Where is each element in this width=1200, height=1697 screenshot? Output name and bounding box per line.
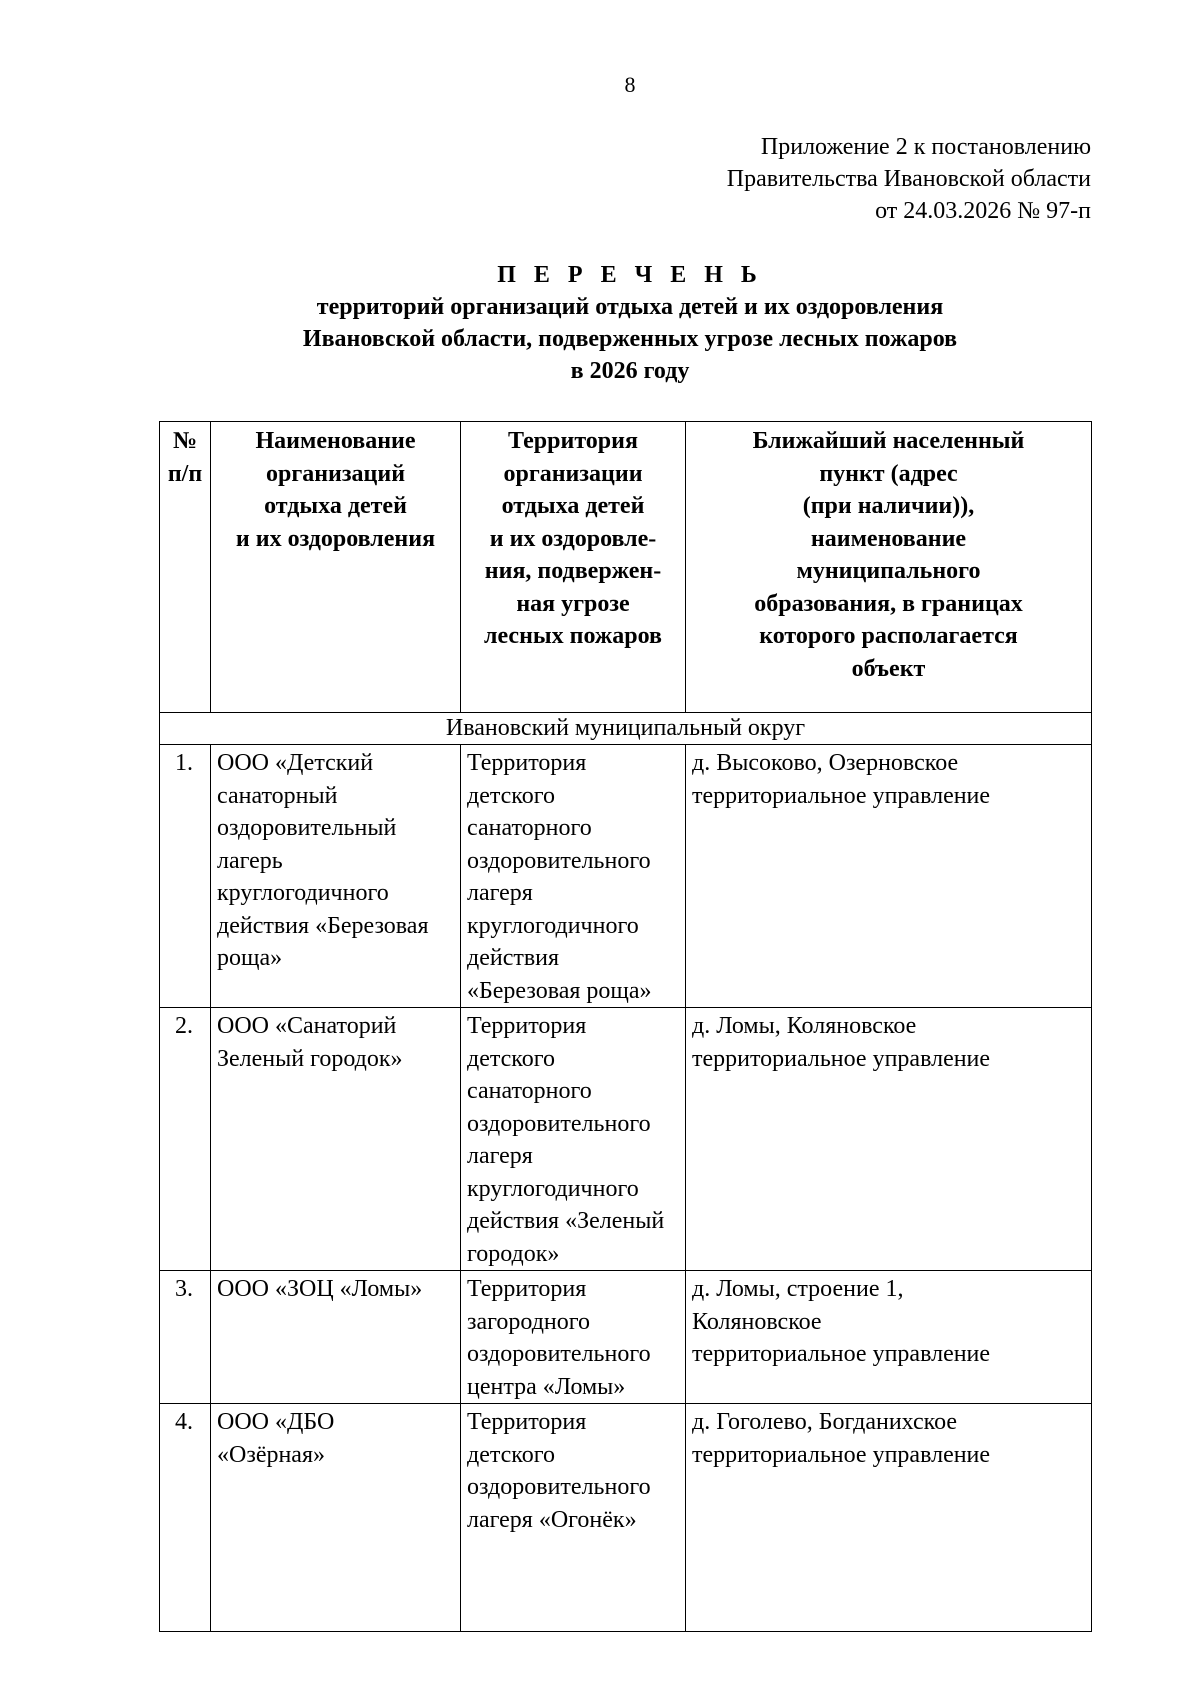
organization-cell <box>211 1271 461 1404</box>
cell-line: ООО «Детский <box>217 750 374 776</box>
page-number: 8 <box>624 72 636 97</box>
header-line: отдыха детей <box>501 493 645 519</box>
cell-line: Зеленый городок» <box>217 1045 403 1072</box>
header-line: Ближайший населенный <box>752 428 1025 454</box>
cell-line: детского <box>467 1441 555 1468</box>
header-line: лесных пожаров <box>484 623 662 649</box>
cell-line: лагеря <box>467 880 533 906</box>
cell-line: д. Высоково, Озерновское <box>692 750 959 776</box>
header-line: п/п <box>167 460 203 487</box>
cell-line: Территория <box>467 750 587 776</box>
header-line: и их оздоровления <box>235 525 436 552</box>
cell-line: загородного <box>467 1308 590 1335</box>
appendix-reference <box>727 131 1091 227</box>
header-line: пункт (адрес <box>819 460 958 487</box>
cell-line: оздоровительный <box>217 815 397 841</box>
cell-line: территориальное управление <box>692 1341 991 1367</box>
organization-cell <box>211 1404 461 1632</box>
cell-line: Коляновское <box>692 1308 822 1335</box>
cell-line: действия <box>467 945 560 971</box>
cell-line: санаторный <box>217 782 338 809</box>
cell-line: городок» <box>467 1240 560 1267</box>
table-row <box>160 1271 1092 1404</box>
cell-line: ООО «ЗОЦ «Ломы» <box>217 1276 423 1302</box>
district-name: Ивановский муниципальный округ <box>160 713 1092 745</box>
location-cell <box>686 1008 1092 1271</box>
header-line: образования, в границах <box>754 590 1023 617</box>
header-line: и их оздоровле- <box>489 525 657 552</box>
appendix-line: Правительства Ивановской области <box>726 166 1091 192</box>
header-line: отдыха детей <box>264 493 407 519</box>
territory-cell <box>461 1008 686 1271</box>
appendix-line: Приложение 2 к постановлению <box>760 134 1091 160</box>
district-row <box>160 713 1092 745</box>
cell-line: ООО «ДБО <box>217 1409 335 1435</box>
cell-line: оздоровительного <box>467 1341 651 1367</box>
row-number: 3. <box>160 1271 211 1404</box>
cell-line: роща» <box>217 945 283 971</box>
header-line: организации <box>503 460 643 487</box>
territories-table <box>159 421 1092 1632</box>
header-line: ная угрозе <box>516 590 630 617</box>
title-line: Ивановской области, подверженных угрозе лесных пожаров <box>302 326 958 352</box>
location-cell <box>686 745 1092 1008</box>
territory-cell <box>461 745 686 1008</box>
row-number: 1. <box>160 745 211 1008</box>
cell-line: лагерь <box>217 847 283 874</box>
table-header-row <box>160 422 1092 713</box>
header-line: Наименование <box>255 428 416 454</box>
cell-line: оздоровительного <box>467 1474 651 1500</box>
cell-line: территориальное управление <box>692 1045 991 1072</box>
cell-line: санаторного <box>467 815 592 841</box>
header-line: № <box>172 428 198 454</box>
appendix-line: от 24.03.2026 № 97-п <box>875 198 1091 224</box>
header-line: организаций <box>265 460 406 487</box>
territory-cell <box>461 1271 686 1404</box>
header-line: Территория <box>508 428 638 454</box>
cell-line: действия «Зеленый <box>467 1208 665 1234</box>
header-number <box>160 422 211 713</box>
header-line: муниципального <box>796 558 981 584</box>
cell-line: «Березовая роща» <box>467 977 652 1004</box>
cell-line: Территория <box>467 1409 587 1435</box>
cell-line: детского <box>467 782 555 809</box>
title-heading: П Е Р Е Ч Е Н Ь <box>497 262 763 288</box>
cell-line: ООО «Санаторий <box>217 1013 397 1039</box>
title-line: в 2026 году <box>570 358 690 384</box>
title-line: территорий организаций отдыха детей и их оздоровления <box>316 294 944 320</box>
header-line: которого располагается <box>759 623 1018 649</box>
cell-line: действия «Березовая <box>217 912 429 939</box>
location-cell <box>686 1271 1092 1404</box>
table-row <box>160 745 1092 1008</box>
cell-line: территориальное управление <box>692 782 991 809</box>
cell-line: круглогодичного <box>217 880 389 906</box>
organization-cell <box>211 1008 461 1271</box>
cell-line: детского <box>467 1045 555 1072</box>
cell-line: центра «Ломы» <box>467 1373 626 1400</box>
cell-line: Территория <box>467 1276 587 1302</box>
cell-line: круглогодичного <box>467 1175 639 1202</box>
territory-cell <box>461 1404 686 1632</box>
cell-line: д. Ломы, строение 1, <box>692 1276 904 1302</box>
row-number: 2. <box>160 1008 211 1271</box>
cell-line: территориальное управление <box>692 1441 991 1468</box>
header-line: ния, подвержен- <box>484 558 662 584</box>
cell-line: д. Гоголево, Богданихское <box>692 1409 958 1435</box>
header-line: объект <box>851 655 926 682</box>
cell-line: санаторного <box>467 1078 592 1104</box>
cell-line: д. Ломы, Коляновское <box>692 1013 917 1039</box>
header-line: (при наличии)), <box>802 493 975 519</box>
document-title <box>200 259 1060 387</box>
header-line: наименование <box>810 525 967 552</box>
header-organization <box>211 422 461 713</box>
header-territory <box>461 422 686 713</box>
cell-line: оздоровительного <box>467 1110 651 1137</box>
cell-line: Территория <box>467 1013 587 1039</box>
organization-cell <box>211 745 461 1008</box>
row-number: 4. <box>160 1404 211 1632</box>
location-cell <box>686 1404 1092 1632</box>
table-row <box>160 1404 1092 1632</box>
header-location <box>686 422 1092 713</box>
table-row <box>160 1008 1092 1271</box>
cell-line: «Озёрная» <box>217 1441 325 1468</box>
cell-line: лагеря «Огонёк» <box>467 1506 637 1533</box>
cell-line: лагеря <box>467 1143 533 1169</box>
cell-line: круглогодичного <box>467 912 639 939</box>
cell-line: оздоровительного <box>467 847 651 874</box>
